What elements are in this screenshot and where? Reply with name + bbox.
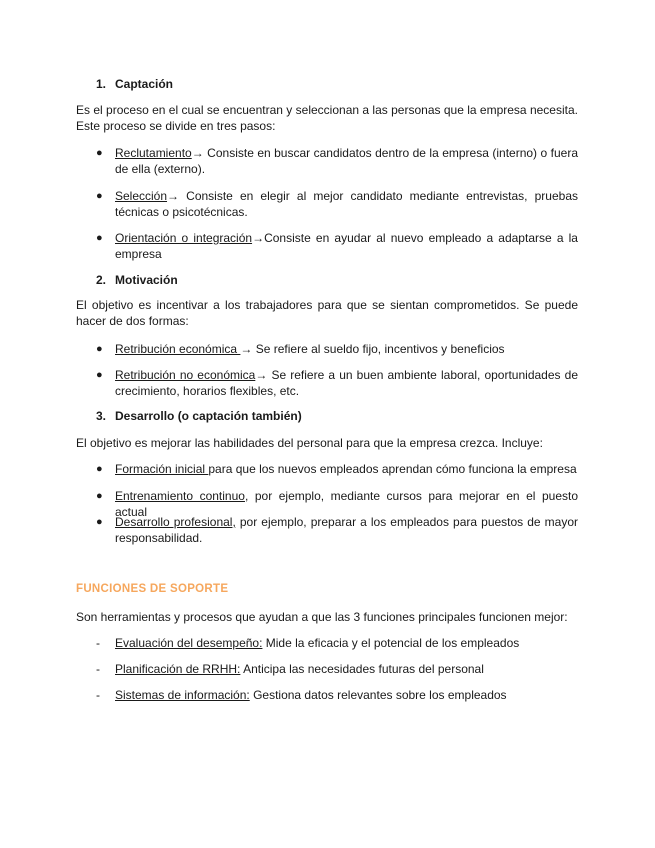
list-item: ● Formación inicial para que los nuevos empleados aprendan cómo funciona la empresa — [96, 462, 577, 476]
dash-icon: - — [96, 688, 100, 702]
bullet-icon: ● — [96, 190, 103, 202]
section-3-intro: El objetivo es mejorar las habilidades del personal para que la empresa crezca. Incluye: — [76, 436, 543, 450]
dash-icon: - — [96, 662, 100, 676]
list-item: ● Retribución no económica→ Se refiere a un buen ambiente laboral, oportunidades de crecimiento, horarios flexibles, etc. — [96, 368, 578, 398]
document-page: 1. Captación Es el proceso en el cual se encuentran y seleccionan a las personas que la empresa necesita. Este proceso se divide en tres pasos: ● Reclutamiento→ Consiste en buscar candidatos dentro de la empresa (interno) o fuera de ella (externo). ● Selección→ Consiste en elegir al mejor candidato mediante entrevistas, pruebas técnicas o psicotécnicas. ● Orientación o integración→Consiste en ayudar al nuevo empleado a adaptarse a la empresa 2. Motivación El objetivo es incentivar a los trabajadores para que se sientan comprometidos. Se puede hacer de dos formas: ● Retribución económica → Se refiere al sueldo fijo, incentivos y beneficios ● Retribución no económica→ Se refiere a un buen ambiente laboral, oportunidades de crecimiento, horarios flexibles, etc. 3. Desarrollo (o captación también) El objetivo es mejorar las habilidades del personal para que la empresa crezca. Incluye: ● Formación inicial para que los nuevos empleados aprendan cómo funciona la empresa ● Entrenamiento continuo, por ejemplo, mediante cursos para mejorar en el puesto actual ● Desarrollo profesional, por ejemplo, preparar a los empleados para puestos de mayor responsabilidad. FUNCIONES DE SOPORTE Son herramientas y procesos que ayudan a que las 3 funciones principales funcionen mejor: - Evaluación del desempeño: Mide la eficacia y el potencial de los empleados - Planificación de RRHH: Anticipa las necesidades futuras del personal - Sistemas de información: Gestiona datos relevantes sobre los empleados — [76, 77, 578, 702]
list-item: - Planificación de RRHH: Anticipa las necesidades futuras del personal — [96, 662, 484, 676]
support-heading: FUNCIONES DE SOPORTE — [76, 583, 229, 595]
list-item: ● Entrenamiento continuo, por ejemplo, mediante cursos para mejorar en el puesto actual — [96, 489, 578, 519]
bullet-icon: ● — [96, 369, 103, 381]
list-item: ● Reclutamiento→ Consiste en buscar candidatos dentro de la empresa (interno) o fuera de ella (externo). — [96, 146, 578, 176]
section-2-intro: El objetivo es incentivar a los trabajadores para que se sientan comprometidos. Se puede hacer de dos formas: — [76, 298, 578, 328]
bullet-icon: ● — [96, 147, 103, 159]
section-1-intro: Es el proceso en el cual se encuentran y seleccionan a las personas que la empresa necesita. Este proceso se divide en tres pasos: — [76, 103, 578, 133]
bullet-icon: ● — [96, 463, 103, 475]
bullet-icon: ● — [96, 232, 103, 244]
bullet-icon: ● — [96, 516, 103, 528]
bullet-icon: ● — [96, 490, 103, 502]
list-item: - Sistemas de información: Gestiona datos relevantes sobre los empleados — [96, 688, 507, 702]
dash-icon: - — [96, 636, 100, 650]
list-item: ● Retribución económica → Se refiere al sueldo fijo, incentivos y beneficios — [96, 342, 505, 356]
list-item: ● Desarrollo profesional, por ejemplo, preparar a los empleados para puestos de mayor responsabilidad. — [96, 515, 578, 545]
list-item: ● Orientación o integración→Consiste en ayudar al nuevo empleado a adaptarse a la empresa — [96, 231, 578, 261]
list-item: ● Selección→ Consiste en elegir al mejor candidato mediante entrevistas, pruebas técnicas o psicotécnicas. — [96, 189, 578, 219]
support-intro: Son herramientas y procesos que ayudan a que las 3 funciones principales funcionen mejor: — [76, 610, 568, 624]
list-item: - Evaluación del desempeño: Mide la eficacia y el potencial de los empleados — [96, 636, 520, 650]
bullet-icon: ● — [96, 343, 103, 355]
